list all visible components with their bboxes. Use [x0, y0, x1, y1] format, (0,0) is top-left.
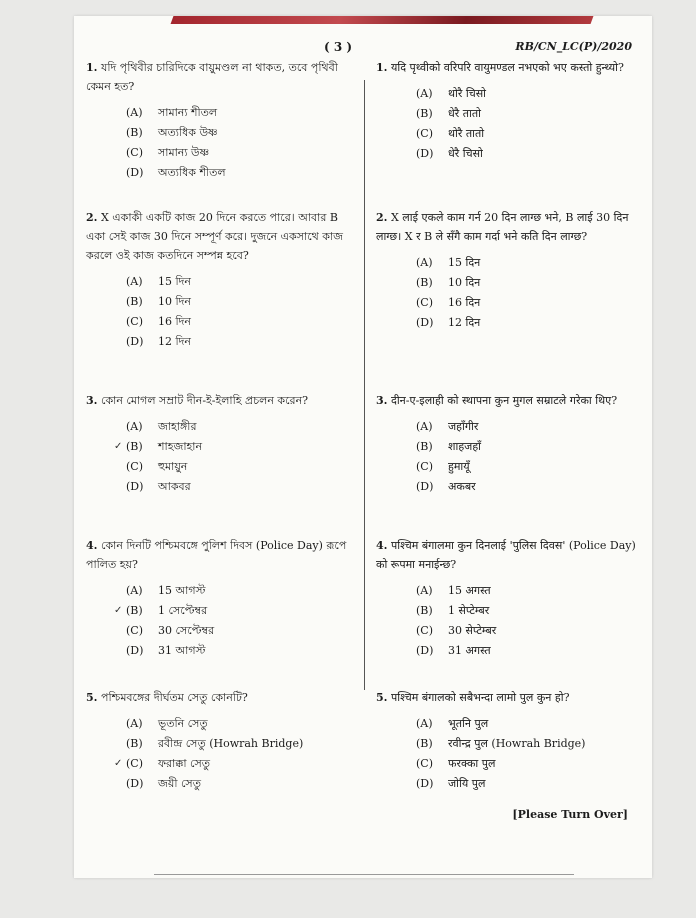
option-label: (C): [416, 756, 433, 770]
option-text: 16 দিন: [158, 314, 191, 328]
option-row: [376, 252, 638, 272]
page-number: ( 3 ): [324, 40, 353, 54]
option-text: ভূতনি সেতু: [158, 716, 208, 730]
question-number: 4.: [86, 539, 98, 552]
option-label: (B): [416, 736, 433, 750]
question-number: 1.: [376, 61, 388, 74]
option-text: अकबर: [448, 479, 476, 493]
option-label: (D): [416, 479, 434, 493]
option-text: 31 আগস্ট: [158, 643, 206, 657]
option-row: [86, 162, 350, 182]
option-text: 15 দিন: [158, 274, 191, 288]
option-row: [376, 436, 638, 456]
option-text: 1 সেপ্টেম্বর: [158, 603, 208, 617]
option-text: 12 दिन: [448, 315, 481, 329]
option-label: (D): [126, 776, 144, 790]
option-row: [86, 456, 350, 476]
option-row: [376, 733, 638, 753]
option-text: অত্যধিক শীতল: [158, 165, 226, 179]
question-text: [86, 391, 350, 410]
option-label: (D): [126, 334, 144, 348]
question-body: যদি পৃথিবীর চারিদিকে বায়ুমণ্ডল না থাকত, তবে পৃথিবী কেমন হত?: [86, 61, 338, 93]
right-question-2: [376, 208, 638, 332]
option-label: (C): [126, 459, 143, 473]
question-number: 3.: [376, 394, 388, 407]
option-text: 15 अगस्त: [448, 583, 491, 597]
option-label: (A): [126, 419, 143, 433]
left-question-3: [86, 391, 350, 496]
option-text: ফরাক্কা সেতু: [158, 756, 211, 770]
option-text: 30 সেপ্টেম্বর: [158, 623, 215, 637]
option-label: (B): [126, 439, 143, 453]
option-row: [86, 436, 350, 456]
question-body: पश्चिम बंगालमा कुन दिनलाई 'पुलिस दिवस' (Police Day) को रूपमा मनाईन्छ?: [376, 539, 636, 571]
question-body: X একাকী একটি কাজ 20 দিনে করতে পারে। আবার B একা সেই কাজ 30 দিনে সম্পূর্ণ করে। দুজনে একসাথে কাজ করলে ওই কাজ কতদিনে সম্পন্ন হবে?: [86, 211, 343, 262]
option-label: (A): [126, 583, 143, 597]
question-number: 5.: [376, 691, 388, 704]
question-text: [376, 536, 638, 574]
option-text: সামান্য উষ্ণ: [158, 145, 210, 159]
option-text: जोयि पुल: [448, 776, 486, 790]
option-label: (D): [416, 776, 434, 790]
option-label: (C): [416, 295, 433, 309]
question-body: কোন মোগল সম্রাট দীন-ই-ইলাহি প্রচলন করেন?: [100, 394, 309, 407]
option-label: (D): [416, 146, 434, 160]
option-row: [86, 773, 350, 793]
option-row: [376, 600, 638, 620]
option-row: [376, 640, 638, 660]
option-label: (A): [416, 716, 433, 730]
footer-line: [154, 874, 574, 875]
option-label: (B): [416, 106, 433, 120]
option-text: হুমায়ুন: [158, 459, 188, 473]
pen-mark-icon: ✓: [114, 604, 123, 616]
option-text: रवीन्द्र पुल (Howrah Bridge): [448, 736, 586, 750]
option-label: (B): [126, 603, 143, 617]
option-row: [86, 311, 350, 331]
option-text: भूतनि पुल: [448, 716, 489, 730]
option-label: (A): [126, 274, 143, 288]
left-question-2: [86, 208, 350, 351]
option-row: [376, 456, 638, 476]
option-row: [86, 733, 350, 753]
option-label: (A): [126, 105, 143, 119]
option-row: [86, 476, 350, 496]
option-label: (D): [126, 165, 144, 179]
option-row: [376, 753, 638, 773]
option-text: রবীন্দ্র সেতু (Howrah Bridge): [158, 736, 304, 750]
option-label: (B): [416, 439, 433, 453]
option-text: শাহজাহান: [158, 439, 203, 453]
option-label: (D): [126, 479, 144, 493]
option-row: [376, 312, 638, 332]
question-text: [86, 688, 350, 707]
right-question-5: [376, 688, 638, 793]
question-body: কোন দিনটি পশ্চিমবঙ্গে পুলিশ দিবস (Police Day) রূপে পালিত হয়?: [86, 539, 347, 571]
option-label: (A): [416, 583, 433, 597]
option-label: (C): [126, 756, 143, 770]
pen-mark-icon: ✓: [114, 440, 123, 452]
option-label: (B): [416, 603, 433, 617]
option-text: জাহাঙ্গীর: [158, 419, 197, 433]
question-text: [376, 391, 638, 410]
option-label: (C): [416, 459, 433, 473]
option-label: (C): [416, 623, 433, 637]
option-row: [376, 476, 638, 496]
option-text: फरक्का पुल: [448, 756, 496, 770]
option-row: [376, 272, 638, 292]
option-text: সামান্য শীতল: [158, 105, 218, 119]
option-row: [86, 580, 350, 600]
right-question-1: [376, 58, 638, 163]
option-row: [86, 620, 350, 640]
option-text: शाहजहाँ: [448, 439, 482, 453]
option-text: 16 दिन: [448, 295, 481, 309]
question-number: 3.: [86, 394, 98, 407]
option-label: (B): [126, 125, 143, 139]
left-question-4: [86, 536, 350, 660]
question-number: 2.: [86, 211, 98, 224]
option-text: धेरै चिसो: [448, 146, 483, 160]
option-row: [376, 143, 638, 163]
option-row: [376, 83, 638, 103]
question-body: পশ্চিমবঙ্গের দীর্ঘতম সেতু কোনটি?: [100, 691, 248, 704]
option-text: धेरै तातो: [448, 106, 481, 120]
question-number: 2.: [376, 211, 388, 224]
option-text: हुमायूँ: [448, 459, 470, 473]
option-row: [86, 600, 350, 620]
option-text: অত্যধিক উষ্ণ: [158, 125, 218, 139]
option-text: 31 अगस्त: [448, 643, 491, 657]
option-label: (B): [126, 294, 143, 308]
top-red-strip: [171, 16, 594, 24]
question-text: [86, 208, 350, 265]
option-text: আকবর: [158, 479, 191, 493]
option-text: 15 আগস্ট: [158, 583, 206, 597]
option-row: [86, 331, 350, 351]
option-label: (C): [126, 314, 143, 328]
option-row: [86, 753, 350, 773]
option-row: [86, 640, 350, 660]
option-text: 10 दिन: [448, 275, 481, 289]
option-row: [86, 271, 350, 291]
question-body: पश्चिम बंगालको सबैभन्दा लामो पुल कुन हो?: [390, 691, 570, 704]
left-question-1: [86, 58, 350, 182]
question-body: दीन-ए-इलाही को स्थापना कुन मुगल सम्राटले गरेका थिए?: [390, 394, 618, 407]
option-text: 30 सेप्टेम्बर: [448, 623, 497, 637]
option-row: [376, 103, 638, 123]
option-text: জয়ী সেতু: [158, 776, 201, 790]
question-text: [86, 536, 350, 574]
option-row: [376, 773, 638, 793]
question-text: [376, 58, 638, 77]
option-label: (A): [416, 255, 433, 269]
option-row: [86, 102, 350, 122]
question-body: X लाई एकले काम गर्न 20 दिन लाग्छ भने, B लाई 30 दिन लाग्छ। X र B ले सँगै काम गर्दा भने कति दिन लाग्छ?: [376, 211, 629, 243]
paper-code: RB/CN_LC(P)/2020: [515, 40, 632, 53]
option-text: 12 দিন: [158, 334, 191, 348]
option-row: [376, 292, 638, 312]
column-divider: [364, 80, 365, 690]
exam-page: [74, 16, 652, 878]
option-text: 15 दिन: [448, 255, 481, 269]
option-row: [376, 713, 638, 733]
option-label: (D): [126, 643, 144, 657]
option-row: [376, 416, 638, 436]
question-body: यदि पृथ्वीको वरिपरि वायुमण्डल नभएको भए कस्तो हुन्थ्यो?: [390, 61, 624, 74]
left-question-5: [86, 688, 350, 793]
option-label: (D): [416, 643, 434, 657]
option-row: [86, 122, 350, 142]
option-text: 10 দিন: [158, 294, 191, 308]
question-text: [376, 688, 638, 707]
option-row: [86, 713, 350, 733]
option-row: [376, 580, 638, 600]
option-label: (D): [416, 315, 434, 329]
option-label: (C): [126, 145, 143, 159]
question-text: [376, 208, 638, 246]
question-number: 5.: [86, 691, 98, 704]
option-text: थोरै तातो: [448, 126, 485, 140]
option-text: थोरै चिसो: [448, 86, 486, 100]
option-row: [376, 620, 638, 640]
option-row: [86, 416, 350, 436]
option-text: जहाँगीर: [448, 419, 479, 433]
right-question-4: [376, 536, 638, 660]
question-number: 1.: [86, 61, 98, 74]
option-row: [376, 123, 638, 143]
option-row: [86, 142, 350, 162]
question-number: 4.: [376, 539, 388, 552]
option-label: (C): [126, 623, 143, 637]
option-row: [86, 291, 350, 311]
turn-over-note: [Please Turn Over]: [512, 808, 628, 821]
pen-mark-icon: ✓: [114, 757, 123, 769]
option-label: (C): [416, 126, 433, 140]
option-label: (B): [416, 275, 433, 289]
option-label: (A): [126, 716, 143, 730]
question-text: [86, 58, 350, 96]
option-label: (B): [126, 736, 143, 750]
option-text: 1 सेप्टेम्बर: [448, 603, 490, 617]
option-label: (A): [416, 419, 433, 433]
right-question-3: [376, 391, 638, 496]
option-label: (A): [416, 86, 433, 100]
